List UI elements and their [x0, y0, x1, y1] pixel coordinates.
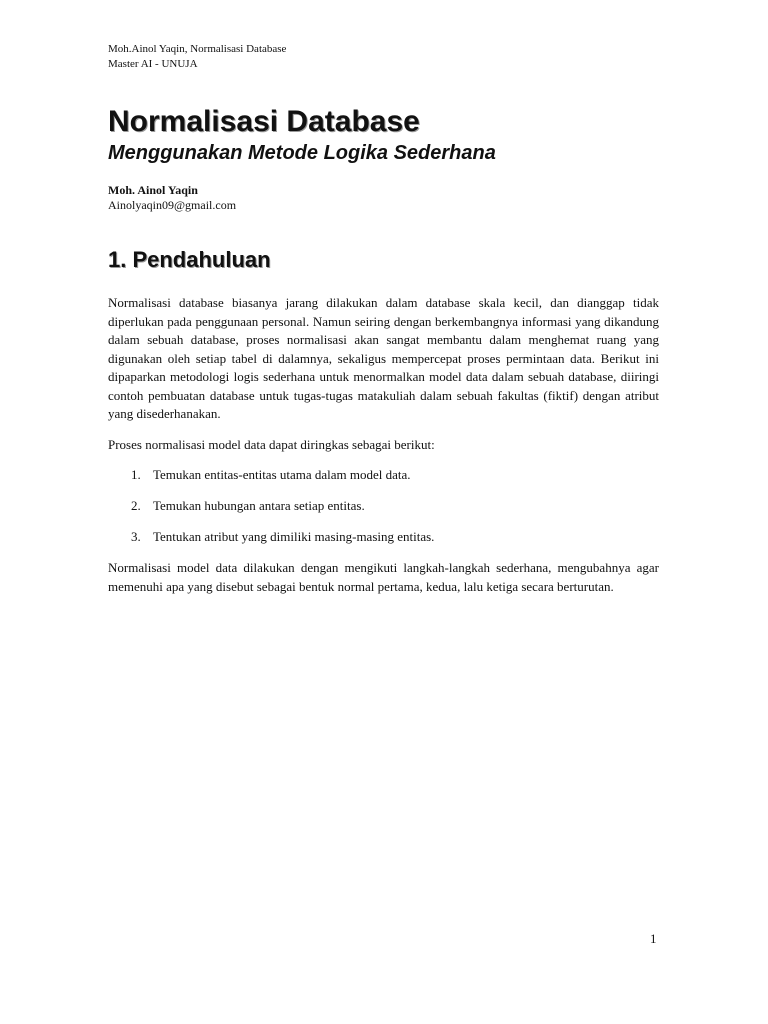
list-item-number: 1. — [131, 467, 141, 482]
author-email: Ainolyaqin09@gmail.com — [108, 198, 237, 212]
document-title: Normalisasi Database — [108, 105, 420, 138]
author-name: Moh. Ainol Yaqin — [108, 183, 198, 197]
list-item-text: Tentukan atribut yang dimiliki masing-masing entitas. — [153, 529, 435, 544]
section-heading: 1. Pendahuluan — [108, 247, 271, 272]
steps-list — [108, 466, 659, 546]
paragraph-summary-lead: Proses normalisasi model data dapat diringkas sebagai berikut: — [108, 436, 435, 452]
page-number: 1 — [650, 931, 657, 946]
list-item — [108, 466, 659, 484]
title-block — [108, 104, 668, 166]
running-header — [108, 42, 286, 72]
header-author-title: Moh.Ainol Yaqin, Normalisasi Database — [108, 43, 287, 55]
document-subtitle: Menggunakan Metode Logika Sederhana — [108, 142, 496, 164]
list-item-text: Temukan entitas-entitas utama dalam model data. — [153, 467, 411, 482]
list-item-number: 3. — [131, 529, 141, 544]
paragraph-intro: Normalisasi database biasanya jarang dilakukan dalam database skala kecil, dan dianggap tidak diperlukan pada penggunaan personal. Namun seiring dengan berkembangnya informasi yang dikandung dalam sebuah database, proses normalisasi akan sangat membantu dalam menghemat ruang yang digunakan oleh setiap tabel di dalamnya, sekaligus mempercepat proses permintaan data. Berikut ini dipaparkan metodologi logis sederhana untuk menormalkan model data dalam sebuah database, diiringi contoh pembuatan database untuk tugas-tugas matakuliah dalam sebuah fakultas (fiktif) dengan atribut yang disederhanakan. — [108, 295, 659, 421]
paragraph-closing: Normalisasi model data dilakukan dengan mengikuti langkah-langkah sederhana, mengubahnya agar memenuhi apa yang disebut sebagai bentuk normal pertama, kedua, lalu ketiga secara berturutan. — [108, 560, 659, 594]
header-affiliation: Master AI - UNUJA — [108, 58, 198, 70]
list-item — [108, 497, 659, 515]
list-item — [108, 528, 659, 546]
list-item-text: Temukan hubungan antara setiap entitas. — [153, 498, 365, 513]
section-body — [108, 294, 659, 608]
list-item-number: 2. — [131, 498, 141, 513]
author-block — [108, 183, 236, 213]
